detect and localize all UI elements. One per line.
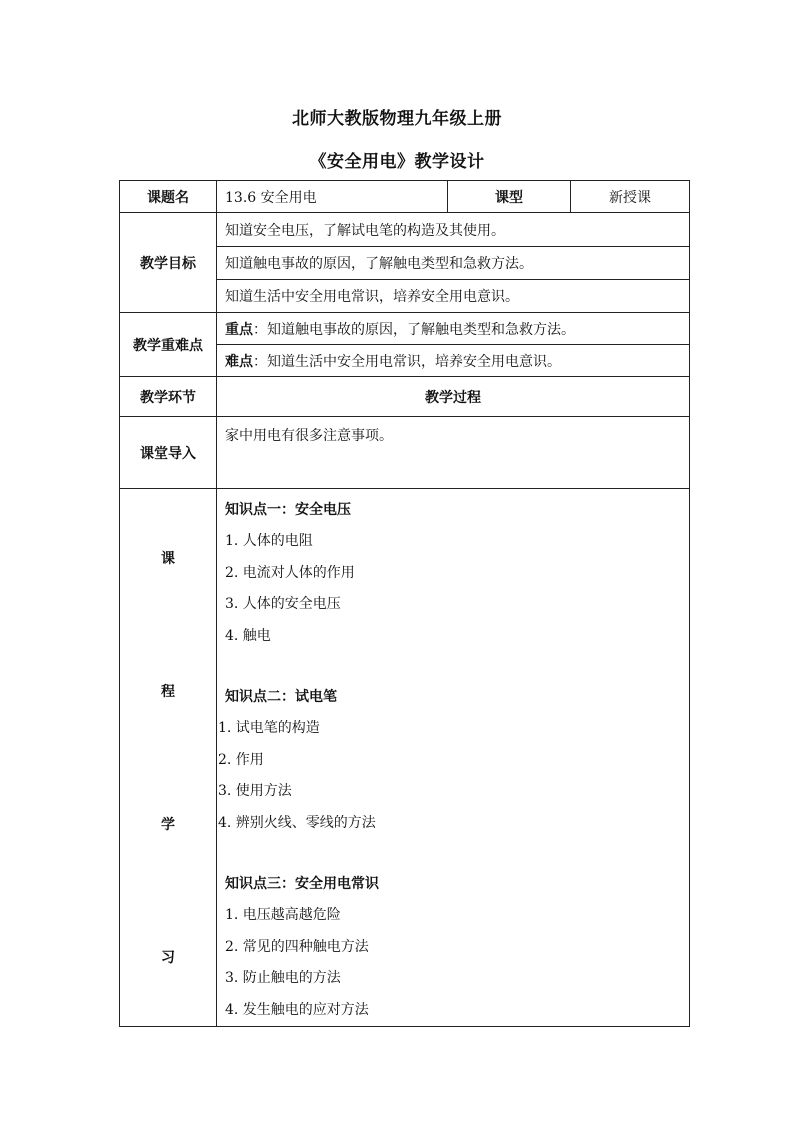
difficulty-row xyxy=(120,313,690,345)
document-subtitle: 《安全用电》教学设计 xyxy=(309,152,485,172)
list-item: 4. 辨别火线、零线的方法 xyxy=(218,814,376,831)
hard-prefix: 难点 xyxy=(225,353,253,370)
process-label: 教学过程 xyxy=(217,377,690,417)
list-item: 1. 试电笔的构造 xyxy=(218,720,320,736)
intro-row xyxy=(120,417,690,489)
learning-char: 习 xyxy=(161,949,175,966)
topic-value: 13.6 安全用电 xyxy=(217,181,448,213)
list-item: 2. 常见的四种触电方法 xyxy=(225,938,369,955)
key-prefix: 重点 xyxy=(225,321,253,338)
learning-char: 课 xyxy=(161,551,175,568)
learning-content xyxy=(217,489,690,1027)
topic-label: 课题名 xyxy=(120,181,217,213)
list-item: 3. 人体的安全电压 xyxy=(225,596,341,612)
list-item: 4. 发生触电的应对方法 xyxy=(225,1001,369,1018)
learning-row xyxy=(120,489,690,1027)
list-item: 1. 人体的电阻 xyxy=(225,533,313,549)
topic-row xyxy=(120,181,690,213)
type-value: 新授课 xyxy=(571,181,690,213)
lesson-plan-table xyxy=(119,180,690,1027)
key-text: ：知道触电事故的原因，了解触电类型和急救方法。 xyxy=(253,321,575,338)
learning-char: 学 xyxy=(161,816,175,833)
key-point xyxy=(217,313,690,345)
list-item: 2. 电流对人体的作用 xyxy=(225,564,355,581)
goals-row xyxy=(120,213,690,247)
section-header-row xyxy=(120,377,690,417)
difficulty-label: 教学重难点 xyxy=(120,313,217,377)
hard-text: ：知道生活中安全用电常识，培养安全用电意识。 xyxy=(253,353,561,370)
goal-item: 知道触电事故的原因，了解触电类型和急救方法。 xyxy=(217,247,690,280)
knowledge-point-title: 知识点一：安全电压 xyxy=(225,502,351,518)
hard-point xyxy=(217,345,690,377)
list-item: 3. 防止触电的方法 xyxy=(225,970,341,986)
knowledge-point-title: 知识点二：试电笔 xyxy=(225,689,337,705)
goals-label: 教学目标 xyxy=(120,213,217,313)
intro-label: 课堂导入 xyxy=(120,417,217,489)
learning-char: 程 xyxy=(161,684,175,701)
goal-item: 知道安全电压，了解试电笔的构造及其使用。 xyxy=(217,213,690,247)
intro-text: 家中用电有很多注意事项。 xyxy=(217,417,690,489)
list-item: 2. 作用 xyxy=(218,751,264,768)
list-item: 3. 使用方法 xyxy=(218,783,292,799)
knowledge-point-title: 知识点三：安全用电常识 xyxy=(225,876,379,892)
type-label: 课型 xyxy=(448,181,571,213)
list-item: 1. 电压越高越危险 xyxy=(225,907,341,923)
document-title: 北师大教版物理九年级上册 xyxy=(292,109,502,129)
learning-label xyxy=(120,489,217,1027)
section-label: 教学环节 xyxy=(120,377,217,417)
list-item: 4. 触电 xyxy=(225,627,271,644)
goal-item: 知道生活中安全用电常识，培养安全用电意识。 xyxy=(217,280,690,313)
